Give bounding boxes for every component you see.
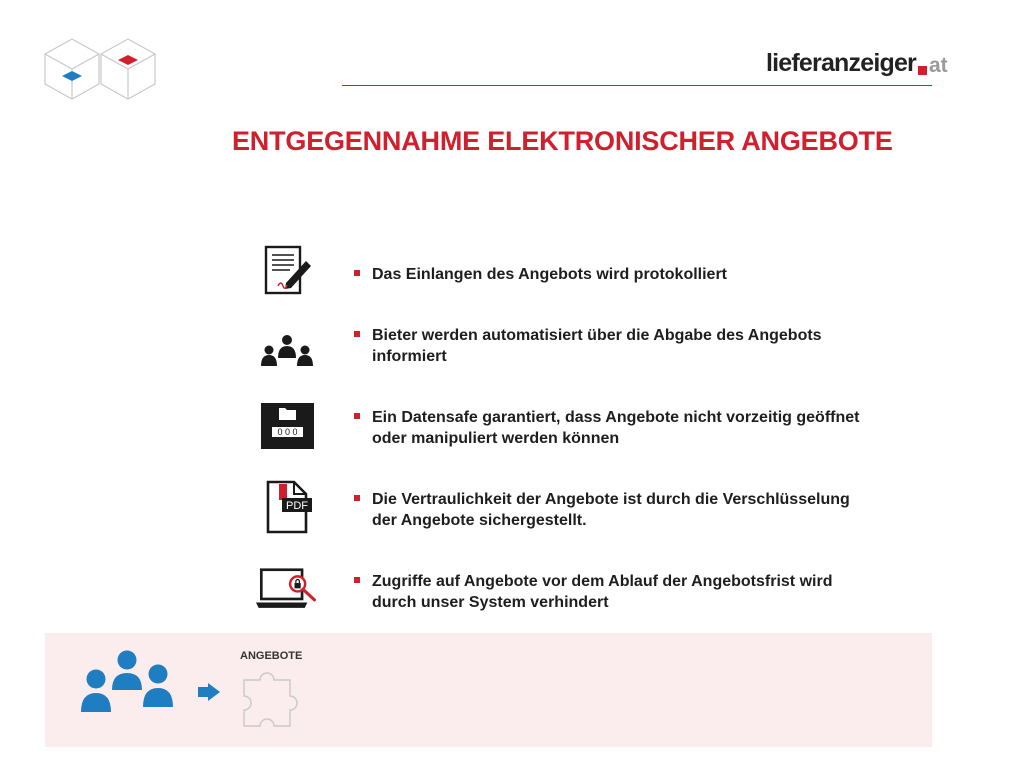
list-item: [354, 407, 874, 449]
item-text: Ein Datensafe garantiert, dass Angebote nicht vorzeitig geöffnet oder manipuliert werden können: [372, 409, 860, 447]
bullet-marker: [354, 495, 360, 501]
list-item: [354, 325, 874, 367]
data-safe-icon: [256, 400, 318, 456]
arrow-right-icon: [197, 682, 221, 702]
item-text: Die Vertraulichkeit der Angebote ist durch die Verschlüsselung der Angebote sichergestellt.: [372, 491, 850, 529]
logo-name: lieferanzeiger: [766, 49, 916, 77]
list-item: [354, 571, 874, 613]
list-item: [354, 489, 874, 531]
pdf-document-icon: [256, 478, 318, 534]
page-title: ENTGEGENNAHME ELEKTRONISCHER ANGEBOTE: [232, 126, 893, 156]
angebote-label: ANGEBOTE: [240, 650, 303, 662]
item-text: Das Einlangen des Angebots wird protokolliert: [372, 266, 728, 283]
bidders-group-icon: [78, 646, 178, 714]
list-item: [354, 264, 874, 285]
cube-logo-icon: [40, 36, 160, 106]
brand-logo[interactable]: [766, 44, 948, 76]
item-text: Bieter werden automatisiert über die Abgabe des Angebots informiert: [372, 327, 822, 365]
safe-code: 0 0 0: [277, 427, 298, 438]
bullet-marker: [354, 413, 360, 419]
logo-square: [918, 66, 927, 75]
bottom-panel: [45, 633, 932, 747]
document-sign-icon: [256, 243, 318, 299]
item-text: Zugriffe auf Angebote vor dem Ablauf der Angebotsfrist wird durch unser System verhindert: [372, 573, 833, 611]
laptop-lock-search-icon: [256, 563, 318, 619]
logo-tld: at: [928, 54, 948, 77]
bullet-marker: [354, 577, 360, 583]
pdf-label: PDF: [286, 500, 308, 512]
bullet-marker: [354, 331, 360, 337]
users-group-icon: [256, 328, 318, 384]
bullet-marker: [354, 270, 360, 276]
puzzle-piece-icon: [236, 666, 308, 738]
header-divider: [342, 85, 932, 86]
